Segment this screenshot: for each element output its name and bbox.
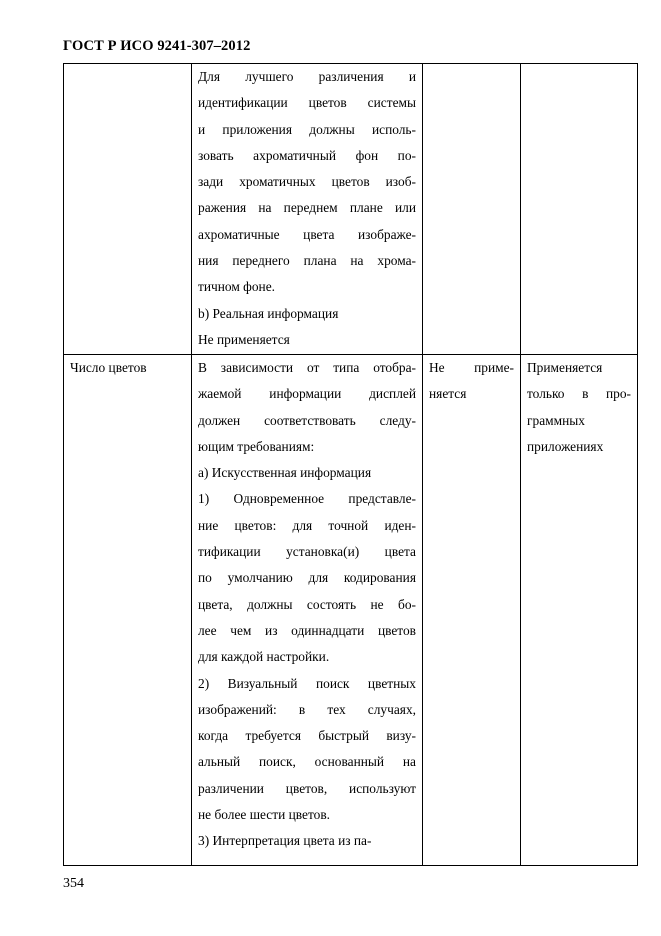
cell-characteristic: [64, 64, 192, 355]
cell-line: няется: [429, 386, 467, 402]
cell-line: ражения на переднем плане или: [198, 200, 416, 216]
cell-line: изображений: в тех случаях,: [198, 701, 416, 717]
cell-line: тификации установка(и) цвета: [198, 544, 416, 560]
cell-line: цвета, должны состоять не бо-: [198, 596, 416, 612]
cell-line: Для лучшего различения и: [198, 69, 416, 84]
cell-requirement: [192, 355, 423, 866]
cell-line: 3) Интерпретация цвета из па-: [198, 833, 372, 849]
cell-applicability-a: [423, 355, 521, 866]
cell-line: ние цветов: для точной иден-: [198, 517, 416, 533]
cell-line: различении цветов, используют: [198, 780, 416, 796]
cell-line: жаемой информации дисплей: [198, 386, 416, 402]
table-row: [64, 355, 638, 866]
cell-line: b) Реальная информация: [198, 305, 339, 321]
cell-line: Число цветов: [70, 360, 147, 375]
cell-line: Применяется: [527, 360, 603, 375]
cell-applicability-a: [423, 64, 521, 355]
cell-line: идентификации цветов системы: [198, 95, 416, 111]
cell-line: Не применяется: [198, 331, 290, 347]
cell-line: 2) Визуальный поиск цветных: [198, 675, 416, 691]
cell-line: должен соответствовать следу-: [198, 412, 416, 428]
cell-line: для каждой настройки.: [198, 649, 330, 665]
cell-line: Не приме-: [429, 360, 514, 375]
cell-line: приложениях: [527, 438, 604, 454]
cell-line: альный поиск, основанный на: [198, 754, 416, 770]
cell-line: не более шести цветов.: [198, 807, 330, 823]
cell-line: только в про-: [527, 386, 631, 402]
page-number: 354: [63, 876, 84, 891]
cell-line: по умолчанию для кодирования: [198, 570, 416, 586]
cell-line: ющим требованиям:: [198, 438, 315, 454]
cell-line: когда требуется быстрый визу-: [198, 728, 416, 744]
cell-applicability-b: [521, 355, 638, 866]
requirements-table: [63, 63, 638, 866]
cell-characteristic: [64, 355, 192, 866]
cell-line: В зависимости от типа отобра-: [198, 360, 416, 375]
cell-line: граммных: [527, 412, 585, 428]
cell-line: тичном фоне.: [198, 279, 276, 295]
cell-line: лее чем из одиннадцати цветов: [198, 622, 416, 638]
cell-requirement: [192, 64, 423, 355]
cell-line: зади хроматичных цветов изоб-: [198, 174, 416, 190]
cell-line: ахроматичные цвета изображе-: [198, 226, 416, 242]
cell-line: зовать ахроматичный фон по-: [198, 147, 416, 163]
cell-line: ния переднего плана на хрома-: [198, 253, 416, 269]
document-header: ГОСТ Р ИСО 9241-307–2012: [63, 38, 251, 54]
cell-line: 1) Одновременное представле-: [198, 491, 416, 507]
cell-line: a) Искусственная информация: [198, 465, 372, 481]
cell-line: и приложения должны исполь-: [198, 121, 416, 137]
cell-applicability-b: [521, 64, 638, 355]
table-row: [64, 64, 638, 355]
